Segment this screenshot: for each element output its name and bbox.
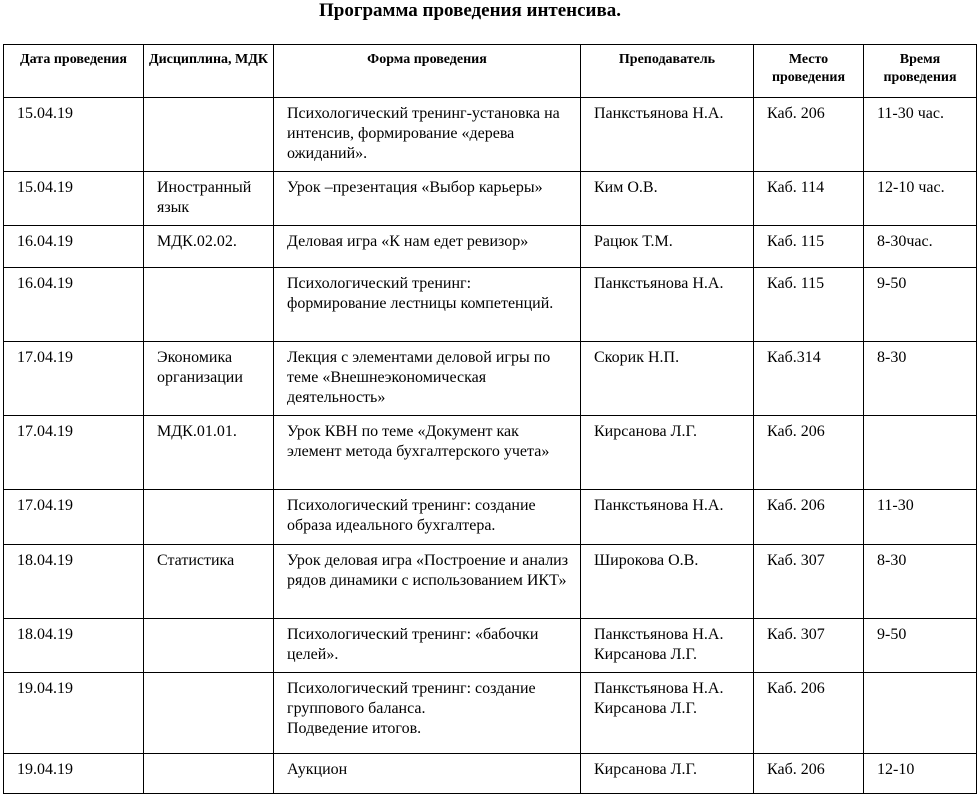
place-cell: Каб. 115 [754,268,864,342]
discipline-cell: Статистика [144,545,274,619]
form-cell: Психологический тренинг: «бабочки целей». [274,619,581,673]
discipline-cell [144,754,274,794]
table-row [4,172,977,226]
date-cell: 17.04.19 [4,490,144,545]
column-header-teacher: Преподаватель [581,45,754,98]
form-cell: Урок деловая игра «Построение и анализ рядов динамики с использованием ИКТ» [274,545,581,619]
discipline-cell [144,268,274,342]
form-cell: Психологический тренинг: создание образа идеального бухгалтера. [274,490,581,545]
discipline-cell: Экономика организации [144,342,274,416]
date-cell: 15.04.19 [4,172,144,226]
time-cell: 9-50 [864,619,977,673]
form-cell: Психологический тренинг: создание группового баланса. Подведение итогов. [274,673,581,754]
place-cell: Каб. 206 [754,754,864,794]
form-cell: Лекция с элементами деловой игры по теме «Внешнеэкономическая деятельность» [274,342,581,416]
teacher-cell: Скорик Н.П. [581,342,754,416]
place-cell: Каб. 206 [754,416,864,490]
form-cell: Урок –презентация «Выбор карьеры» [274,172,581,226]
teacher-cell: Панкстьянова Н.А. Кирсанова Л.Г. [581,673,754,754]
teacher-cell: Широкова О.В. [581,545,754,619]
time-cell [864,416,977,490]
discipline-cell [144,619,274,673]
date-cell: 19.04.19 [4,673,144,754]
table-row [4,490,977,545]
date-cell: 18.04.19 [4,619,144,673]
column-header-time: Время проведения [864,45,977,98]
discipline-cell: МДК.01.01. [144,416,274,490]
header-row [4,45,977,98]
table-row [4,545,977,619]
table-row [4,268,977,342]
date-cell: 15.04.19 [4,98,144,172]
table-row [4,416,977,490]
place-cell: Каб. 307 [754,545,864,619]
date-cell: 16.04.19 [4,226,144,268]
table-row [4,226,977,268]
time-cell: 9-50 [864,268,977,342]
date-cell: 19.04.19 [4,754,144,794]
form-cell: Психологический тренинг-установка на интенсив, формирование «дерева ожиданий». [274,98,581,172]
form-cell: Урок КВН по теме «Документ как элемент метода бухгалтерского учета» [274,416,581,490]
teacher-cell: Кирсанова Л.Г. [581,416,754,490]
date-cell: 17.04.19 [4,342,144,416]
document-title: Программа проведения интенсива. [319,0,621,21]
discipline-cell [144,490,274,545]
teacher-cell: Кирсанова Л.Г. [581,754,754,794]
column-header-form: Форма проведения [274,45,581,98]
place-cell: Каб. 206 [754,673,864,754]
column-header-place: Место проведения [754,45,864,98]
discipline-cell [144,98,274,172]
time-cell: 8-30 [864,342,977,416]
discipline-cell [144,673,274,754]
teacher-cell: Ким О.В. [581,172,754,226]
teacher-cell: Панкстьянова Н.А. [581,268,754,342]
schedule-table [3,44,977,794]
discipline-cell: МДК.02.02. [144,226,274,268]
form-cell: Деловая игра «К нам едет ревизор» [274,226,581,268]
teacher-cell: Панкстьянова Н.А. Кирсанова Л.Г. [581,619,754,673]
teacher-cell: Панкстьянова Н.А. [581,98,754,172]
teacher-cell: Рацюк Т.М. [581,226,754,268]
place-cell: Каб. 307 [754,619,864,673]
teacher-cell: Панкстьянова Н.А. [581,490,754,545]
time-cell: 11-30 [864,490,977,545]
time-cell: 8-30час. [864,226,977,268]
time-cell [864,673,977,754]
time-cell: 11-30 час. [864,98,977,172]
form-cell: Психологический тренинг: формирование лестницы компетенций. [274,268,581,342]
table-row [4,754,977,794]
time-cell: 8-30 [864,545,977,619]
date-cell: 18.04.19 [4,545,144,619]
place-cell: Каб. 115 [754,226,864,268]
place-cell: Каб. 206 [754,490,864,545]
place-cell: Каб. 114 [754,172,864,226]
form-cell: Аукцион [274,754,581,794]
date-cell: 16.04.19 [4,268,144,342]
date-cell: 17.04.19 [4,416,144,490]
column-header-date: Дата проведения [4,45,144,98]
table-row [4,619,977,673]
table-row [4,342,977,416]
time-cell: 12-10 [864,754,977,794]
time-cell: 12-10 час. [864,172,977,226]
table-row [4,98,977,172]
discipline-cell: Иностранный язык [144,172,274,226]
table-row [4,673,977,754]
column-header-discipline: Дисциплина, МДК [144,45,274,98]
place-cell: Каб. 206 [754,98,864,172]
place-cell: Каб.314 [754,342,864,416]
